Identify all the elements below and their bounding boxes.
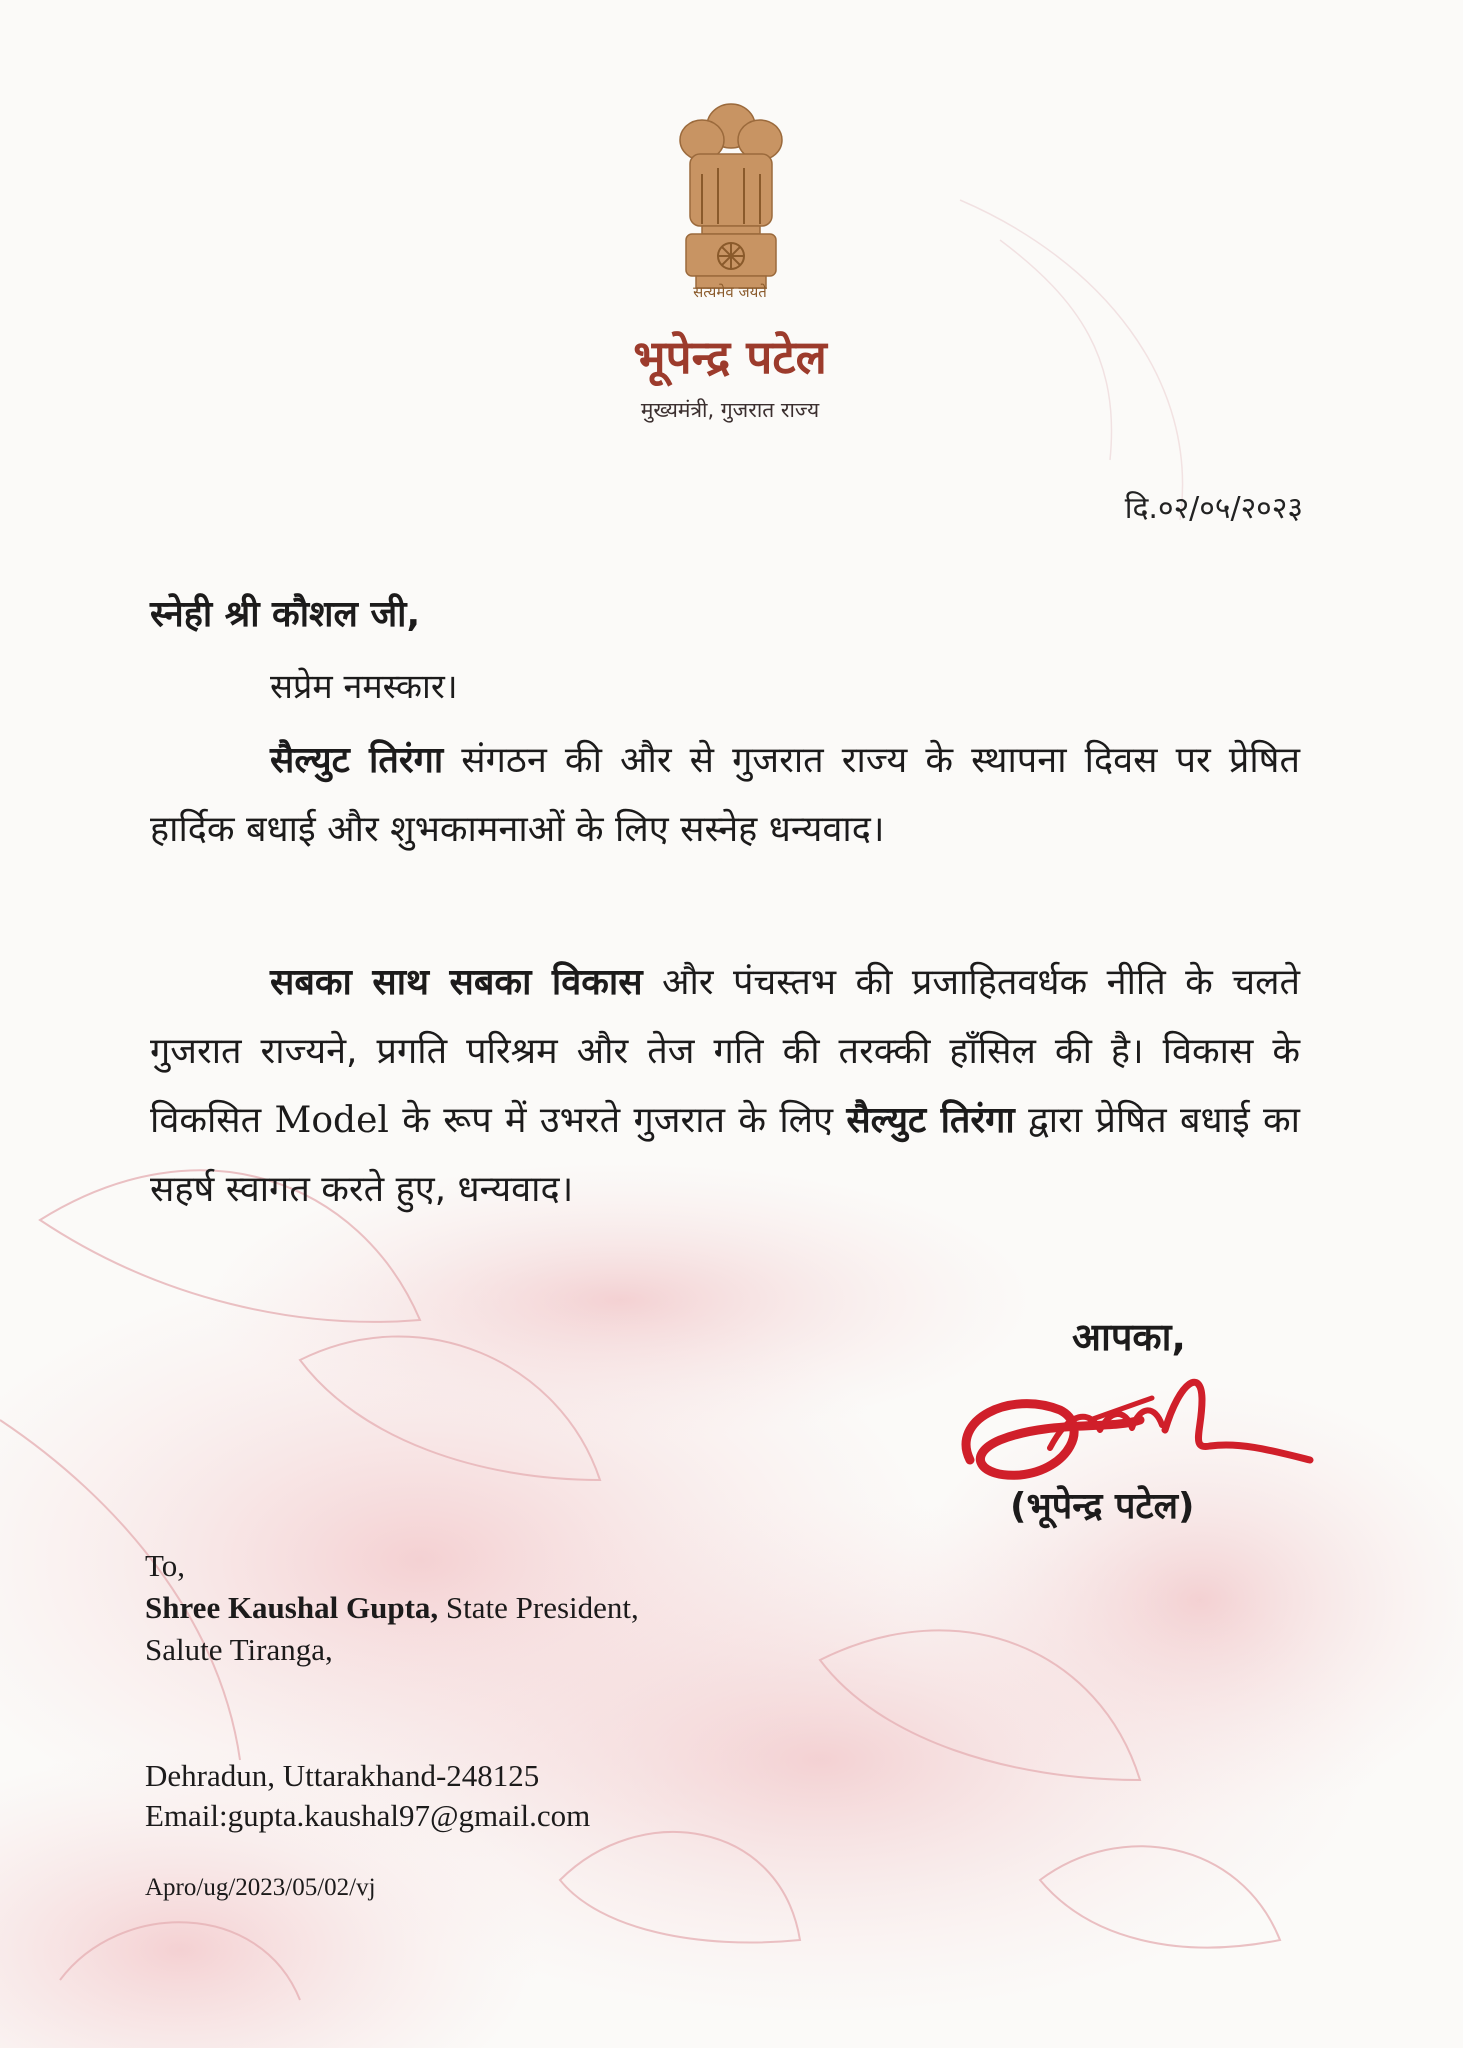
address-city: Dehradun, Uttarakhand-248125 <box>145 1758 540 1793</box>
paragraph-thanks-bold: सैल्युट तिरंगा <box>270 740 444 781</box>
address-recipient-position: State President, <box>438 1590 639 1625</box>
address-recipient-name: Shree Kaushal Gupta, <box>145 1590 439 1625</box>
address-organization: Salute Tiranga, <box>145 1632 333 1667</box>
paragraph-development <box>150 948 1300 1224</box>
paragraph-development-bold-lead: सबका साथ सबका विकास <box>270 962 643 1003</box>
paragraph-development-model: Model <box>274 1100 389 1141</box>
reference-number: Apro/ug/2023/05/02/vj <box>145 1874 376 1901</box>
letterhead-title: मुख्यमंत्री, गुजरात राज्य <box>640 398 820 422</box>
emblem-motto: सत्यमेव जयते <box>693 283 767 301</box>
paragraph-development-text-1: और पंचस्तभ की प्रजाहितवर्धक नीति के चलते गुजरात राज्यने, प्रगति परिश्रम और तेज गति की तरक्की हाँसिल की है। विकास के विकसित <box>150 962 1301 1141</box>
paragraph-thanks-text: संगठन की और से गुजरात राज्य के स्थापना दिवस पर प्रेषित हार्दिक बधाई और शुभकामनाओं के लिए सस्नेह धन्यवाद। <box>150 740 1300 850</box>
address-email: Email:gupta.kaushal97@gmail.com <box>145 1798 591 1833</box>
salutation: स्नेही श्री कौशल जी, <box>150 594 421 635</box>
paragraph-development-text-3: द्वारा प्रेषित बधाई का सहर्ष स्वागत करते हुए, धन्यवाद। <box>150 1100 1300 1210</box>
address-to: To, <box>145 1548 186 1583</box>
letterhead-name: भूपेन्द्र पटेल <box>633 330 827 384</box>
closing: आपका, <box>1072 1315 1186 1359</box>
address-recipient <box>145 1590 639 1626</box>
signer-name: (भूपेन्द्र पटेल) <box>1010 1486 1195 1527</box>
paragraph-development-text-2: के रूप में उभरते गुजरात के लिए <box>388 1100 847 1141</box>
greeting: सप्रेम नमस्कार। <box>270 667 458 707</box>
letter-date: दि.०२/०५/२०२३ <box>1124 491 1303 526</box>
paragraph-thanks <box>150 726 1300 864</box>
paragraph-development-bold-mid: सैल्युट तिरंगा <box>846 1100 1015 1141</box>
